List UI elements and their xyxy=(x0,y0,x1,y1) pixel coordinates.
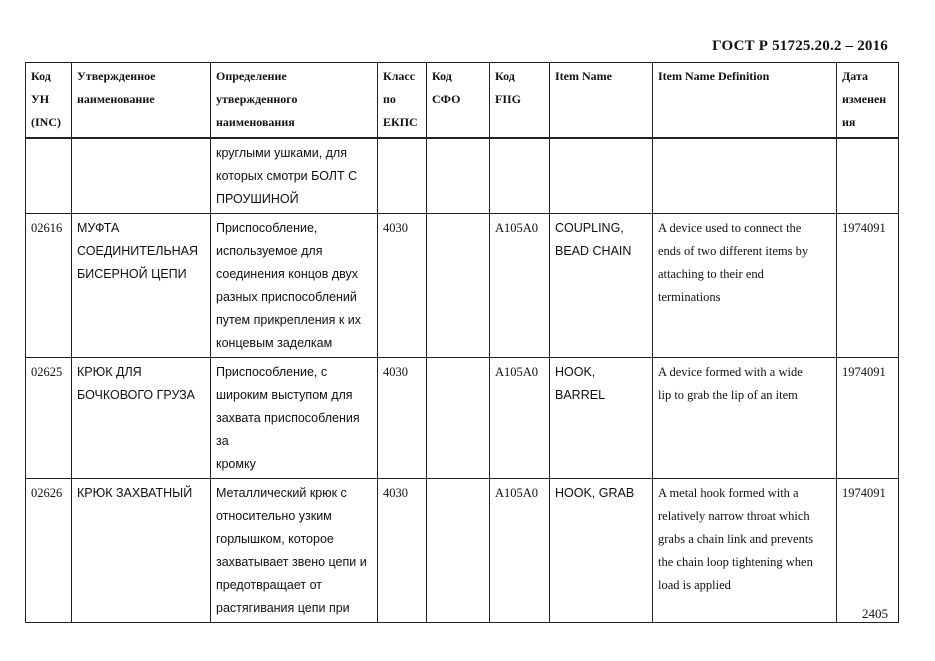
table-row xyxy=(26,213,899,357)
cell-date: 1974091 xyxy=(837,478,899,622)
classification-table xyxy=(25,62,899,623)
document-code: ГОСТ Р 51725.20.2 – 2016 xyxy=(712,38,888,54)
cell-item-definition xyxy=(653,138,837,214)
cell-date: 1974091 xyxy=(837,357,899,478)
cell-item-definition: A metal hook formed with a relatively narrow throat which grabs a chain link and prevents the chain loop tightening when load is applied xyxy=(653,478,837,622)
cell-fiig xyxy=(490,138,550,214)
col-header-item-definition: Item Name Definition xyxy=(653,63,837,138)
table-row xyxy=(26,138,899,214)
cell-item-definition: A device formed with a wide lip to grab the lip of an item xyxy=(653,357,837,478)
cell-sfo xyxy=(427,213,490,357)
cell-class: 4030 xyxy=(378,213,427,357)
col-header-date: Дата изменен ия xyxy=(837,63,899,138)
cell-inc xyxy=(26,138,72,214)
table-row xyxy=(26,478,899,622)
cell-definition: круглыми ушками, для которых смотри БОЛТ С ПРОУШИНОЙ xyxy=(211,138,378,214)
col-header-definition: Определение утвержденного наименования xyxy=(211,63,378,138)
cell-fiig: A105A0 xyxy=(490,478,550,622)
cell-approved-name: КРЮК ЗАХВАТНЫЙ xyxy=(72,478,211,622)
cell-sfo xyxy=(427,357,490,478)
cell-approved-name: МУФТА СОЕДИНИТЕЛЬНАЯ БИСЕРНОЙ ЦЕПИ xyxy=(72,213,211,357)
cell-class: 4030 xyxy=(378,357,427,478)
table-header-row xyxy=(26,63,899,138)
cell-item-name: COUPLING, BEAD CHAIN xyxy=(550,213,653,357)
cell-class xyxy=(378,138,427,214)
cell-item-name xyxy=(550,138,653,214)
cell-sfo xyxy=(427,138,490,214)
page-number: 2405 xyxy=(862,606,888,621)
cell-item-definition: A device used to connect the ends of two different items by attaching to their end terminations xyxy=(653,213,837,357)
col-header-fiig: Код FIIG xyxy=(490,63,550,138)
cell-item-name: HOOK, GRAB xyxy=(550,478,653,622)
cell-fiig: A105A0 xyxy=(490,213,550,357)
cell-inc: 02625 xyxy=(26,357,72,478)
cell-definition: Приспособление, с широким выступом для захвата приспособления за кромку xyxy=(211,357,378,478)
cell-inc: 02626 xyxy=(26,478,72,622)
cell-approved-name xyxy=(72,138,211,214)
cell-fiig: A105A0 xyxy=(490,357,550,478)
cell-item-name: HOOK, BARREL xyxy=(550,357,653,478)
col-header-item-name: Item Name xyxy=(550,63,653,138)
cell-class: 4030 xyxy=(378,478,427,622)
cell-date xyxy=(837,138,899,214)
col-header-approved-name: Утвержденное наименование xyxy=(72,63,211,138)
col-header-class: Класс по ЕКПС xyxy=(378,63,427,138)
cell-sfo xyxy=(427,478,490,622)
cell-definition: Приспособление, используемое для соединения концов двух разных приспособлений путем прикрепления к их концевым заделкам xyxy=(211,213,378,357)
cell-definition: Металлический крюк с относительно узким горлышком, которое захватывает звено цепи и предотвращает от растягивания цепи при xyxy=(211,478,378,622)
table-row xyxy=(26,357,899,478)
col-header-sfo: Код СФО xyxy=(427,63,490,138)
cell-inc: 02616 xyxy=(26,213,72,357)
col-header-inc: Код УН (INC) xyxy=(26,63,72,138)
cell-date: 1974091 xyxy=(837,213,899,357)
cell-approved-name: КРЮК ДЛЯ БОЧКОВОГО ГРУЗА xyxy=(72,357,211,478)
